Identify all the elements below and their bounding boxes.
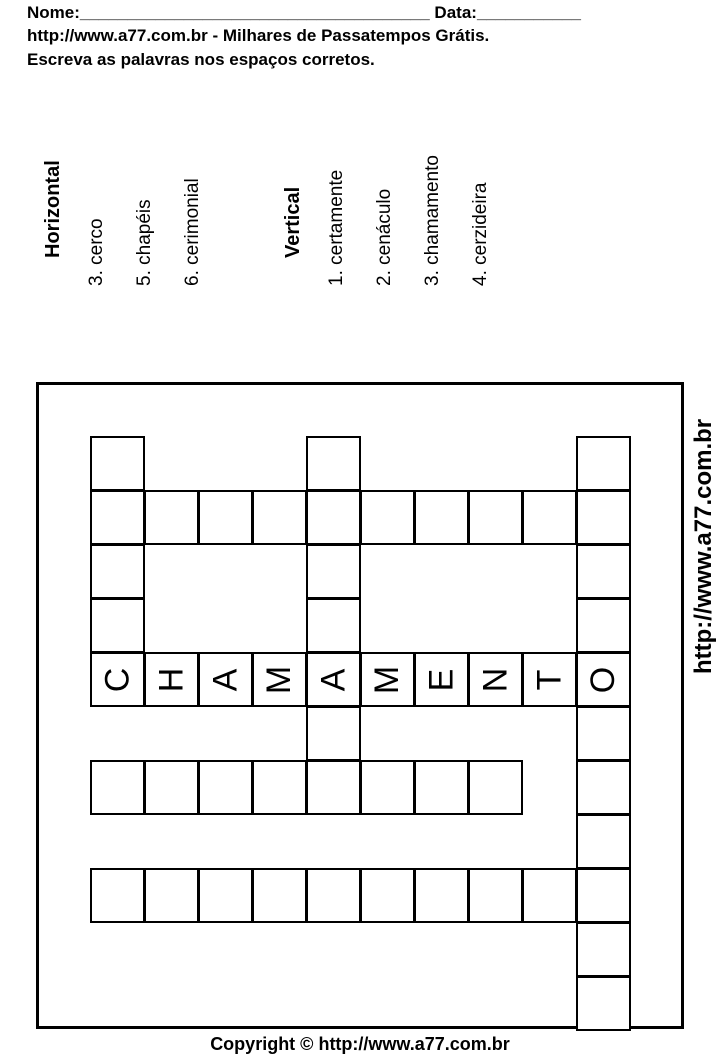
grid-cell[interactable] — [198, 490, 253, 545]
grid-cell[interactable] — [144, 652, 199, 707]
cell-letter: H — [152, 667, 191, 692]
grid-cell[interactable] — [90, 436, 145, 491]
grid-cell[interactable] — [522, 868, 577, 923]
cell-letter: M — [368, 665, 407, 694]
grid-cell[interactable] — [576, 490, 631, 545]
grid-cell[interactable] — [414, 760, 469, 815]
horizontal-clue-2: 5. chapéis — [134, 199, 155, 286]
grid-cell[interactable] — [306, 706, 361, 761]
grid-cell[interactable] — [144, 490, 199, 545]
instruction-text: Escreva as palavras nos espaços corretos. — [27, 50, 375, 69]
name-date-line: Nome:_____________________________________ Data:___________ — [27, 3, 581, 22]
grid-cell[interactable] — [306, 544, 361, 599]
grid-cell[interactable] — [198, 760, 253, 815]
grid-cell[interactable] — [252, 490, 307, 545]
grid-cell[interactable] — [90, 490, 145, 545]
grid-cell[interactable] — [576, 868, 631, 923]
cell-letter: A — [314, 668, 353, 691]
grid-cell[interactable] — [522, 652, 577, 707]
grid-cell[interactable] — [576, 652, 631, 707]
grid-cell[interactable] — [468, 868, 523, 923]
grid-cell[interactable] — [468, 490, 523, 545]
grid-cell[interactable] — [306, 598, 361, 653]
grid-cell[interactable] — [576, 760, 631, 815]
grid-cell[interactable] — [414, 490, 469, 545]
grid-cell[interactable] — [468, 760, 523, 815]
cell-letter: M — [260, 665, 299, 694]
grid-cell[interactable] — [198, 868, 253, 923]
grid-cell[interactable] — [306, 760, 361, 815]
grid-cell[interactable] — [576, 544, 631, 599]
cell-letter: C — [98, 667, 137, 692]
cell-letter: E — [422, 668, 461, 691]
horizontal-clue-1: 3. cerco — [86, 218, 107, 286]
grid-cell[interactable] — [90, 652, 145, 707]
grid-cell[interactable] — [90, 868, 145, 923]
horizontal-clue-3: 6. cerimonial — [182, 178, 203, 286]
grid-cell[interactable] — [90, 598, 145, 653]
grid-cell[interactable] — [360, 652, 415, 707]
grid-cell[interactable] — [306, 490, 361, 545]
grid-cell[interactable] — [576, 976, 631, 1031]
vertical-clues-title: Vertical — [282, 186, 304, 258]
cell-letter: O — [584, 666, 623, 693]
grid-cell[interactable] — [252, 652, 307, 707]
grid-cell[interactable] — [144, 868, 199, 923]
vertical-clue-4: 4. cerzideira — [470, 182, 491, 286]
grid-cell[interactable] — [198, 652, 253, 707]
copyright-footer: Copyright © http://www.a77.com.br — [210, 1034, 510, 1054]
horizontal-clues-title: Horizontal — [42, 160, 64, 258]
grid-cell[interactable] — [306, 652, 361, 707]
site-line: http://www.a77.com.br - Milhares de Passatempos Grátis. — [27, 26, 490, 45]
vertical-clue-1: 1. certamente — [326, 169, 347, 286]
grid-cell[interactable] — [360, 868, 415, 923]
vertical-clue-3: 3. chamamento — [422, 155, 443, 286]
grid-cell[interactable] — [468, 652, 523, 707]
grid-cell[interactable] — [576, 922, 631, 977]
grid-cell[interactable] — [576, 436, 631, 491]
side-site-url: http://www.a77.com.br — [690, 418, 717, 674]
cell-letter: T — [530, 669, 569, 690]
grid-cell[interactable] — [576, 814, 631, 869]
grid-cell[interactable] — [576, 706, 631, 761]
grid-cell[interactable] — [576, 598, 631, 653]
cell-letter: A — [206, 668, 245, 691]
grid-cell[interactable] — [360, 490, 415, 545]
vertical-clue-2: 2. cenáculo — [374, 188, 395, 286]
grid-cell[interactable] — [90, 544, 145, 599]
grid-cell[interactable] — [360, 760, 415, 815]
grid-cell[interactable] — [144, 760, 199, 815]
grid-cell[interactable] — [252, 760, 307, 815]
grid-cell[interactable] — [306, 868, 361, 923]
grid-cell[interactable] — [414, 868, 469, 923]
grid-cell[interactable] — [414, 652, 469, 707]
grid-cell[interactable] — [522, 490, 577, 545]
cell-letter: N — [476, 667, 515, 692]
grid-cell[interactable] — [306, 436, 361, 491]
grid-cell[interactable] — [90, 760, 145, 815]
grid-cell[interactable] — [252, 868, 307, 923]
